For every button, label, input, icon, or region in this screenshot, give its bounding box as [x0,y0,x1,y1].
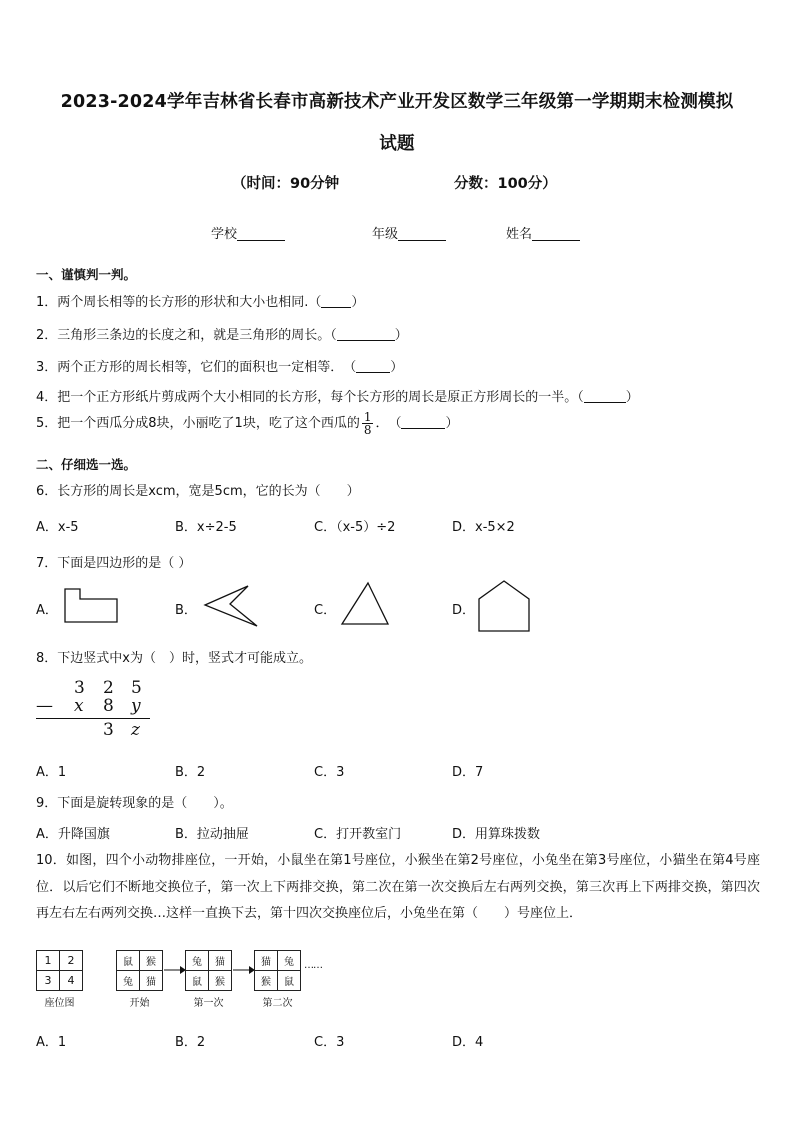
seat-caption: 座位图 [44,998,75,1009]
answer-blank-3[interactable] [356,359,390,373]
q9-option-c[interactable]: C．打开教室门 [314,827,402,842]
question-1 [36,291,364,310]
school-label: 学校 [211,227,238,242]
seat-grid-table [36,950,83,991]
start-grid [116,950,163,1009]
animal-cell: 兔 [278,951,301,971]
q8-option-a[interactable]: A．1 [36,765,67,780]
digit-x: x [74,696,84,716]
arrow-right-icon [232,964,256,976]
vertical-subtraction [36,676,156,742]
animal-cell: 猫 [255,951,278,971]
question-5-text: 5．把一个西瓜分成8块，小丽吃了1块，吃了这个西瓜的 [36,416,360,431]
digit-y: y [131,696,141,716]
q10-option-c[interactable]: C．3 [314,1035,345,1050]
question-3-text: 3．两个正方形的周长相等，它们的面积也一定相等． （ [36,360,357,375]
start-caption: 开始 [129,998,150,1009]
animal-cell: 鼠 [278,971,301,991]
minus-sign: — [36,696,53,716]
question-7: 7．下面是四边形的是（ ） [36,556,192,571]
q7-option-b[interactable]: B． [175,603,197,618]
animal-cell: 鼠 [117,951,140,971]
first-swap-grid [185,950,232,1009]
q10-option-b[interactable]: B．2 [175,1035,206,1050]
question-2-text: 2．三角形三条边的长度之和，就是三角形的周长。（ [36,328,337,343]
question-3-close: ） [390,360,404,375]
question-5-period: ． （ [375,416,402,431]
second-grid-table [254,950,301,991]
seat-cell: 4 [60,971,83,991]
first-grid-table [185,950,232,991]
arrow-right-icon [163,964,187,976]
animal-cell: 猫 [209,951,232,971]
exam-time: （时间：90分钟 [232,176,340,192]
digit: 5 [131,678,142,698]
answer-blank-5[interactable] [401,415,445,429]
question-1-close: ） [351,295,365,310]
question-4 [36,386,639,405]
question-5-close: ） [445,416,459,431]
animal-cell: 兔 [117,971,140,991]
digit: 2 [103,678,114,698]
question-4-text: 4．把一个正方形纸片剪成两个大小相同的长方形，每个长方形的周长是原正方形周长的一半。（ [36,390,584,405]
name-blank[interactable] [532,226,580,241]
answer-blank-2[interactable] [337,327,395,341]
seat-diagram [36,950,336,1016]
second-swap-grid [254,950,301,1009]
q7-option-d[interactable]: D． [452,603,476,618]
section-1-heading: 一、谨慎判一判。 [36,267,137,282]
animal-cell: 猴 [255,971,278,991]
animal-cell: 兔 [186,951,209,971]
page-title: 2023-2024学年吉林省长春市高新技术产业开发区数学三年级第一学期期末检测模拟 [60,92,734,112]
q6-option-c[interactable]: C．（x-5）÷2 [314,520,396,535]
q7-option-a[interactable]: A． [36,603,58,618]
question-4-close: ） [625,390,639,405]
q7-shape-d-icon [476,578,534,634]
school-blank[interactable] [237,226,285,241]
digit-z: z [131,720,140,740]
q7-shape-a-icon [62,585,124,627]
question-2-close: ） [394,328,408,343]
continuation-dots: …… [304,960,322,971]
q7-shape-c-icon [338,580,392,628]
q7-option-c[interactable]: C． [314,603,337,618]
grade-blank[interactable] [398,226,446,241]
animal-cell: 鼠 [186,971,209,991]
q6-option-d[interactable]: D．x-5×2 [452,520,515,535]
fraction-denominator: 8 [363,423,372,437]
fraction-numerator: 1 [363,410,372,424]
answer-blank-4[interactable] [584,389,626,403]
animal-cell: 猴 [209,971,232,991]
question-1-text: 1．两个周长相等的长方形的形状和大小也相同.（ [36,295,322,310]
q9-option-a[interactable]: A．升降国旗 [36,827,110,842]
seat-cell: 2 [60,951,83,971]
grade-field[interactable] [372,223,446,242]
q6-option-b[interactable]: B．x÷2-5 [175,520,237,535]
animal-cell: 猫 [140,971,163,991]
start-grid-table [116,950,163,991]
q6-option-a[interactable]: A．x-5 [36,520,79,535]
grade-label: 年级 [372,227,399,242]
question-5 [36,411,459,436]
question-2 [36,324,408,343]
question-9: 9．下面是旋转现象的是（ ）。 [36,796,233,811]
question-3 [36,356,403,375]
question-10: 10．如图，四个小动物排座位，一开始，小鼠坐在第1号座位，小猴坐在第2号座位，小兔坐在第3号座位，小猫坐在第4号座位．以后它们不断地交换位子，第一次上下两排交换，第二次在第一次交换后左右两列交换，第三次再上下两排交换，第四次再左右左右两列交换…这样一直换下去，第十四次交换座位后，小兔坐在第（ ）号座位上． [36,853,760,921]
q10-option-d[interactable]: D．4 [452,1035,484,1050]
q7-shape-b-icon [200,583,262,629]
first-caption: 第一次 [193,998,224,1009]
name-field[interactable] [506,223,580,242]
question-8: 8．下边竖式中x为（ ）时，竖式才可能成立。 [36,651,312,666]
second-caption: 第二次 [262,998,293,1009]
fraction-one-eighth [362,411,374,436]
exam-score: 分数：100分） [454,176,557,192]
q8-option-d[interactable]: D．7 [452,765,484,780]
seat-cell: 3 [37,971,60,991]
result-line [36,718,150,719]
seat-grid [36,950,83,1009]
school-field[interactable] [211,223,285,242]
seat-cell: 1 [37,951,60,971]
digit: 8 [103,696,114,716]
section-2-heading: 二、仔细选一选。 [36,457,137,472]
q8-option-c[interactable]: C．3 [314,765,345,780]
name-label: 姓名 [506,227,533,242]
digit: 3 [74,678,85,698]
q8-option-b[interactable]: B．2 [175,765,206,780]
q9-option-b[interactable]: B．拉动抽屉 [175,827,249,842]
animal-cell: 猴 [140,951,163,971]
answer-blank-1[interactable] [321,294,351,308]
page-title-line2: 试题 [379,134,415,154]
digit: 3 [103,720,114,740]
question-6: 6．长方形的周长是xcm，宽是5cm，它的长为（ ） [36,484,360,499]
q9-option-d[interactable]: D．用算珠拨数 [452,827,541,842]
q10-option-a[interactable]: A．1 [36,1035,67,1050]
